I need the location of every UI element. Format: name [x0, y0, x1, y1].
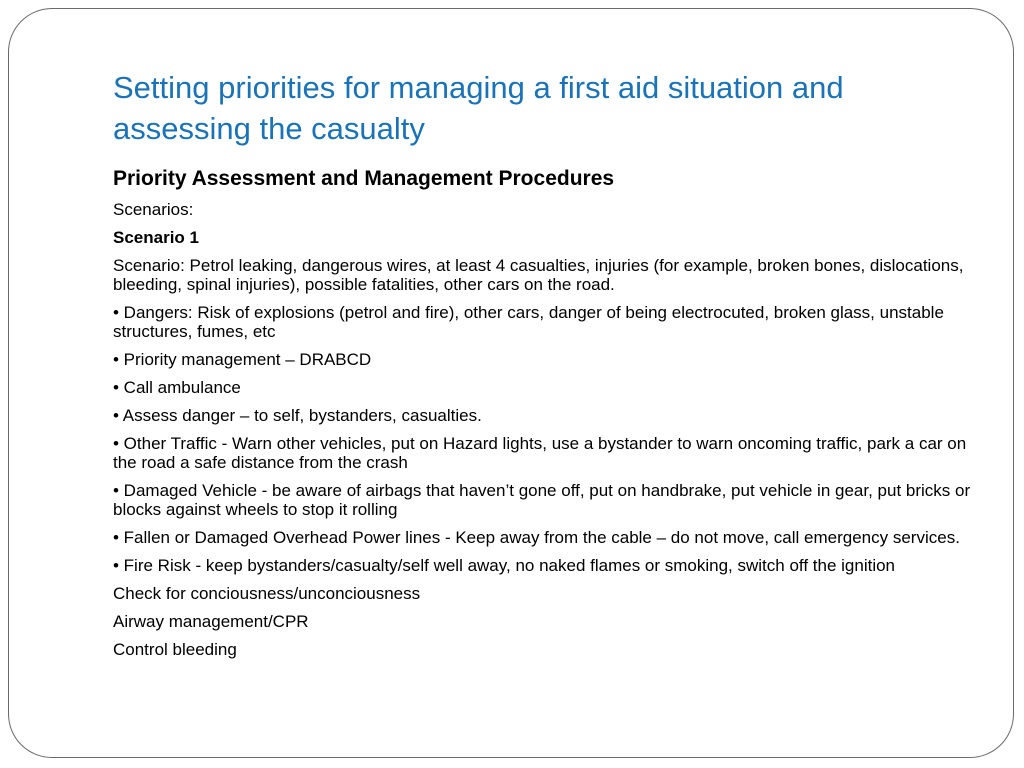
scenario-description: Scenario: Petrol leaking, dangerous wires, at least 4 casualties, injuries (for example, broken bones, dislocations, bleeding, spinal injuries), possible fatalities, other cars on the road. — [113, 256, 964, 294]
bullet-priority-management: • Priority management – DRABCD — [113, 350, 372, 369]
bullet-call-ambulance: • Call ambulance — [113, 378, 241, 397]
bullet-damaged-vehicle: • Damaged Vehicle - be aware of airbags that haven’t gone off, put on handbrake, put vehicle in gear, put bricks or blocks against wheels to stop it rolling — [113, 481, 971, 519]
bullet-fire-risk: • Fire Risk - keep bystanders/casualty/self well away, no naked flames or smoking, switch off the ignition — [113, 556, 895, 575]
section-heading: Priority Assessment and Management Procedures — [113, 167, 615, 190]
check-consciousness: Check for conciousness/unconciousness — [113, 584, 421, 603]
bullet-dangers: • Dangers: Risk of explosions (petrol and fire), other cars, danger of being electrocuted, broken glass, unstable structures, fumes, etc — [113, 303, 944, 341]
slide-content — [113, 162, 975, 668]
scenarios-label: Scenarios: — [113, 200, 194, 219]
bullet-power-lines: • Fallen or Damaged Overhead Power lines - Keep away from the cable – do not move, call emergency services. — [113, 528, 960, 547]
slide-title: Setting priorities for managing a first aid situation and assessing the casualty — [113, 70, 844, 146]
bullet-assess-danger: • Assess danger – to self, bystanders, casualties. — [113, 406, 482, 425]
scenario-title: Scenario 1 — [113, 228, 199, 247]
bullet-other-traffic: • Other Traffic - Warn other vehicles, put on Hazard lights, use a bystander to warn oncoming traffic, park a car on the road a safe distance from the crash — [113, 434, 967, 472]
control-bleeding: Control bleeding — [113, 640, 237, 659]
airway-management: Airway management/CPR — [113, 612, 309, 631]
